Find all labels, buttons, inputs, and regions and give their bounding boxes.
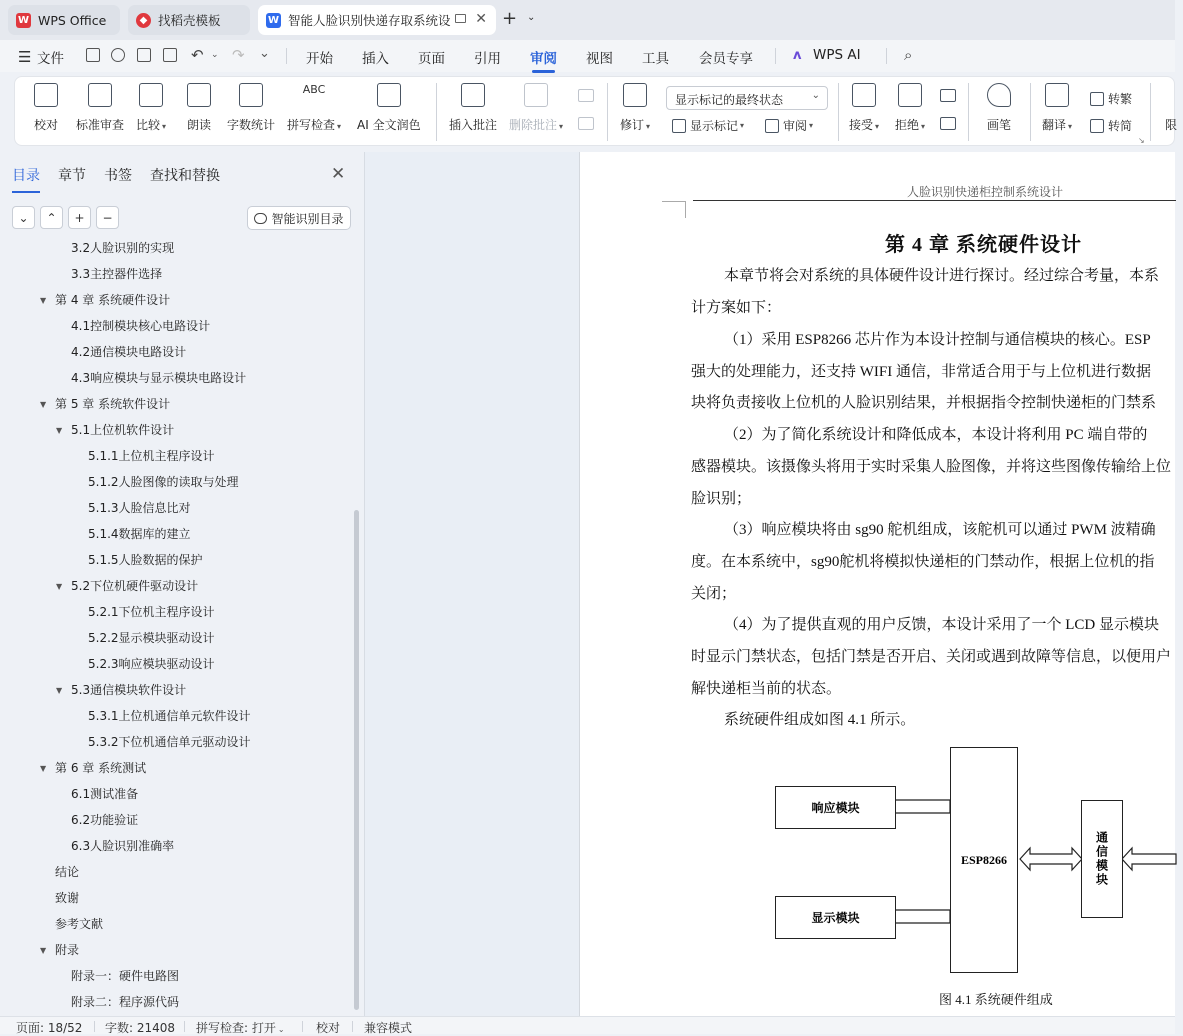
collapse-chevron-icon[interactable]: ⌄ [12,206,35,229]
toc-item-label: 6.1测试准备 [71,787,139,801]
title-bar [0,0,1175,40]
toc-item[interactable] [71,319,210,333]
standard-review-button[interactable] [76,83,124,133]
nav-scrollbar[interactable] [354,510,359,1010]
margin-corner-mark [685,201,686,218]
body-line: 系统硬件组成如图 4.1 所示。 [724,712,916,728]
search-icon[interactable]: ⌕ [904,46,913,64]
prev-change-icon[interactable] [940,89,956,102]
toc-item[interactable] [88,527,191,541]
toc-item[interactable] [71,267,162,281]
prev-comment-icon[interactable] [578,89,594,102]
expand-chevron-icon[interactable]: ⌃ [40,206,63,229]
toc-item[interactable] [40,293,171,307]
menu-tools[interactable]: 工具 [642,51,669,67]
menu-page[interactable]: 页面 [418,51,445,67]
body-line: 块将负责接收上位机的人脸识别结果，并根据指令控制快递柜的门禁系 [691,395,1157,411]
restrict-button[interactable] [1159,83,1183,133]
divider [302,1021,303,1032]
toc-item[interactable] [88,475,239,489]
toc-item-label: 第 5 章 系统软件设计 [55,397,171,411]
show-markup-button[interactable]: 显示标记 ▾ [672,117,744,134]
translate-button[interactable] [1042,83,1072,133]
tab-label: WPS Office [38,12,107,28]
menu-insert[interactable]: 插入 [362,51,389,67]
pen-icon [987,83,1011,107]
expand-ribbon-icon[interactable]: ↘ [1138,136,1145,145]
restrict-icon [1159,83,1183,107]
toc-item[interactable] [71,995,179,1009]
proof-icon [34,83,58,107]
add-heading-icon[interactable]: + [68,206,91,229]
tab-docer-templates[interactable] [128,5,250,35]
insert-comment-label: 插入批注 [449,118,498,132]
menu-bar [0,40,1175,72]
toc-item-label: 5.1上位机软件设计 [71,423,175,437]
expand-triangle-icon[interactable]: ▼ [56,426,63,435]
docer-icon: ◆ [136,13,151,28]
accept-icon [852,83,876,107]
spell-check-label: 拼写检查 ▾ [287,118,342,132]
reject-icon [898,83,922,107]
divider [1150,83,1151,141]
writer-doc-icon: W [267,14,280,26]
restrict-label: 限 [1164,118,1177,132]
undo-dropdown-icon[interactable]: ⌄ [211,50,219,60]
body-line: 本章节将会对系统的具体硬件设计进行探讨。经过综合考量，本系 [724,268,1160,284]
toc-item[interactable] [88,449,215,463]
proof-label: 校对 [34,118,59,132]
tab-wps-office[interactable] [8,5,120,35]
figure-caption: 图 4.1 系统硬件组成 [939,992,1053,1007]
toc-item-label: 致谢 [55,891,80,905]
toc-item-label: 3.2人脸识别的实现 [71,241,175,255]
toc-item-label: 5.1.4数据库的建立 [88,527,191,541]
translate-icon [1045,83,1069,107]
chevron-down-icon: ⌄ [811,90,820,101]
toc-item[interactable] [55,891,79,905]
toc-item[interactable] [71,241,174,255]
review-ribbon [14,76,1175,146]
next-comment-icon[interactable] [578,117,594,130]
toc-item[interactable] [88,631,215,645]
body-line: （2）为了简化系统设计和降低成本，本设计将利用 PC 端自带的 [724,427,1148,443]
toc-item-label: 5.3通信模块软件设计 [71,683,187,697]
arrow-to-response [892,791,950,822]
toc-item[interactable] [88,553,203,567]
toc-item[interactable] [71,839,174,853]
header-rule [693,200,1176,201]
toc-item-label: 3.3主控器件选择 [71,267,163,281]
new-tab-button[interactable]: + [502,8,518,29]
status-bar [0,1016,1175,1034]
chapter-title: 第 4 章 系统硬件设计 [885,234,1082,256]
spell-check-button[interactable] [287,83,341,133]
menu-member[interactable]: 会员专享 [699,51,753,67]
show-markup-icon [672,119,686,133]
document-page[interactable] [579,152,1175,1016]
expand-triangle-icon[interactable]: ▼ [40,764,47,773]
document-canvas-margin [364,152,579,1016]
toc-item-label: 5.3.2下位机通信单元驱动设计 [88,735,251,749]
toc-item[interactable] [71,787,138,801]
toc-item-label: 6.3人脸识别准确率 [71,839,175,853]
toc-item[interactable] [88,605,215,619]
pen-button[interactable] [987,83,1011,133]
toc-item-label: 5.1.3人脸信息比对 [88,501,191,515]
toc-item[interactable] [71,813,138,827]
print-preview-icon[interactable] [163,48,177,62]
menu-wps-ai[interactable]: WPS AI [813,47,861,63]
toc-item[interactable] [88,501,191,515]
standard-review-label: 标准审查 [76,118,125,132]
share-icon[interactable] [111,48,125,62]
pen-label: 画笔 [987,118,1012,132]
robot-icon [254,213,267,224]
esp8266-block: ESP8266 [950,747,1018,973]
menu-file[interactable]: 文件 [37,51,64,67]
close-icon[interactable]: ✕ [331,164,346,184]
nav-tab-find-replace[interactable]: 查找和替换 [150,168,220,184]
toc-item-label: 结论 [55,865,80,879]
ai-toc-button[interactable] [247,206,351,230]
ai-polish-icon [377,83,401,107]
margin-corner-mark [662,201,686,202]
toc-item-label: 6.2功能验证 [71,813,139,827]
spell-check-icon: ABC [302,83,326,96]
word-count-icon [239,83,263,107]
toc-item[interactable] [71,969,179,983]
simplified-icon [1090,119,1104,133]
toc-item[interactable] [56,579,199,593]
word-count-button[interactable] [227,83,275,133]
toc-item[interactable] [71,371,246,385]
menu-review[interactable]: 审阅 [530,47,557,67]
tab-label: 智能人脸识别快递存取系统设 [288,13,451,28]
nav-tab-toc[interactable]: 目录 [12,165,40,185]
delete-comment-icon [524,83,548,107]
compat-mode-indicator: 兼容模式 [364,1021,413,1035]
track-changes-icon [623,83,647,107]
toc-item-label: 5.2.3响应模块驱动设计 [88,657,215,671]
divider [436,83,437,141]
body-line: 解快递柜当前的状态。 [691,681,842,697]
nav-tab-bookmarks[interactable]: 书签 [104,168,132,184]
toc-item-label: 5.3.1上位机通信单元软件设计 [88,709,251,723]
close-tab-icon[interactable]: ✕ [475,11,487,27]
standard-review-icon [88,83,112,107]
toc-item[interactable] [40,397,171,411]
toc-item-label: 5.1.2人脸图像的读取与处理 [88,475,239,489]
monitor-icon[interactable] [455,14,466,23]
proof-button[interactable] [34,83,58,133]
toc-item-label: 附录 [55,943,80,957]
toc-item-label: 4.1控制模块核心电路设计 [71,319,211,333]
toc-item[interactable] [71,345,186,359]
body-line: 度。在本系统中，sg90舵机将模拟快递柜的门禁动作，根据上位机的指 [691,554,1155,570]
toc-item-label: 5.1.1上位机主程序设计 [88,449,215,463]
toc-item-label: 第 4 章 系统硬件设计 [55,293,171,307]
toc-item-label: 5.2.1下位机主程序设计 [88,605,215,619]
body-line: 感器模块。该摄像头将用于实时采集人脸图像，并将这些图像传输给上位 [691,459,1172,475]
ai-toc-label: 智能识别目录 [271,211,344,226]
expand-triangle-icon[interactable]: ▼ [40,400,47,409]
navigation-pane [0,152,363,1016]
toc-item-label: 4.2通信模块电路设计 [71,345,187,359]
body-line: 计方案如下： [691,300,782,316]
toc-item-label: 4.3响应模块与显示模块电路设计 [71,371,247,385]
read-aloud-button[interactable] [187,83,211,133]
ai-polish-button[interactable] [357,83,421,133]
divider [352,1021,353,1032]
toc-item-label: 参考文献 [55,917,104,931]
divider [968,83,969,141]
divider [607,83,608,141]
divider [775,48,776,64]
body-line: 脸识别； [691,491,752,507]
review-pane-button[interactable]: 审阅 ▾ [765,117,813,134]
accept-button[interactable] [849,83,879,133]
expand-triangle-icon[interactable]: ▼ [40,296,47,305]
toc-item[interactable] [40,943,80,957]
menu-start[interactable]: 开始 [306,51,333,67]
toc-item[interactable] [88,709,251,723]
reject-button[interactable] [895,83,925,133]
toc-item-label: 5.1.5人脸数据的保护 [88,553,203,567]
review-pane-icon [765,119,779,133]
save-icon[interactable] [86,48,100,62]
delete-comment-label: 删除批注 ▾ [509,118,564,132]
toc-item-label: 第 6 章 系统测试 [55,761,147,775]
word-count-indicator[interactable]: 字数: 21408 [105,1021,176,1035]
divider [886,48,887,64]
wps-logo-icon: W [17,14,30,26]
insert-comment-icon [461,83,485,107]
response-module-block: 响应模块 [775,786,896,829]
comm-module-block: 通信模块 [1081,800,1123,918]
nav-tab-sections[interactable]: 章节 [58,168,86,184]
to-traditional-button[interactable]: 转繁 [1090,90,1132,107]
toc-item[interactable] [56,423,175,437]
next-change-icon[interactable] [940,117,956,130]
body-line: （4）为了提供直观的用户反馈，本设计采用了一个 LCD 显示模块 [724,617,1160,633]
toc-item-label: 附录一：硬件电路图 [71,969,180,983]
compare-button[interactable] [136,83,166,133]
divider [838,83,839,141]
toc-item-label: 5.2.2显示模块驱动设计 [88,631,215,645]
word-count-label: 字数统计 [227,118,276,132]
to-simplified-button[interactable]: 转简 [1090,117,1132,134]
delete-comment-button[interactable] [509,83,563,133]
proof-indicator[interactable]: 校对 [316,1021,341,1035]
divider [286,48,287,64]
toc-item[interactable] [56,683,187,697]
toc-item-label: 附录二：程序源代码 [71,995,180,1009]
traditional-icon [1090,92,1104,106]
arrow-esp-comm [1020,848,1082,870]
toc-item[interactable] [40,761,147,775]
body-line: （1）采用 ESP8266 芯片作为本设计控制与通信模块的核心。ESP [724,332,1151,348]
menu-references[interactable]: 引用 [474,51,501,67]
compare-icon [139,83,163,107]
expand-triangle-icon[interactable]: ▼ [40,946,47,955]
divider [94,1021,95,1032]
redo-icon[interactable]: ↷ [232,46,245,64]
track-changes-label: 修订 ▾ [620,118,651,132]
display-module-block: 显示模块 [775,896,896,939]
expand-triangle-icon[interactable]: ▼ [56,686,63,695]
compare-label: 比较 ▾ [136,118,167,132]
expand-triangle-icon[interactable]: ▼ [56,582,63,591]
track-changes-button[interactable] [620,83,650,133]
hamburger-icon[interactable]: ☰ [18,48,32,66]
toc-list [0,238,352,1014]
page-header: 人脸识别快递柜控制系统设计 [907,185,1064,199]
markup-state-value: 显示标记的最终状态 [675,93,784,107]
more-chevron-icon[interactable]: ⌄ [259,46,270,61]
body-line: 时显示门禁状态，包括门禁是否开启、关闭或遇到故障等信息，以便用户 [691,649,1172,665]
divider [184,1021,185,1032]
menu-view[interactable]: 视图 [586,51,613,67]
toc-item[interactable] [55,865,79,879]
tab-current-document[interactable] [258,5,496,35]
body-line: 关闭； [691,586,737,602]
print-icon[interactable] [137,48,151,62]
spell-check-indicator[interactable]: 拼写检查: 打开 ⌄ [196,1021,285,1035]
toc-item[interactable] [88,735,251,749]
insert-comment-button[interactable] [449,83,497,133]
body-line: 强大的处理能力，还支持 WIFI 通信，非常适合用于与上位机进行数据 [691,364,1151,380]
chevron-down-icon[interactable]: ⌄ [527,12,536,23]
toc-item[interactable] [55,917,103,931]
read-aloud-icon [187,83,211,107]
arrow-to-display [892,901,950,932]
arrow-comm-pc [1122,848,1176,870]
toc-item[interactable] [88,657,215,671]
ai-polish-label: AI 全文润色 [357,118,421,132]
read-aloud-label: 朗读 [187,118,212,132]
remove-heading-icon[interactable]: − [96,206,119,229]
translate-label: 翻译 ▾ [1042,118,1073,132]
markup-state-select[interactable] [666,86,828,110]
wps-ai-icon: ᴧ [793,48,802,63]
toc-item-label: 5.2下位机硬件驱动设计 [71,579,199,593]
accept-label: 接受 ▾ [849,118,880,132]
body-line: （3）响应模块将由 sg90 舵机组成，该舵机可以通过 PWM 波精确 [724,522,1156,538]
reject-label: 拒绝 ▾ [895,118,926,132]
tab-label: 找稻壳模板 [158,13,221,28]
page-indicator[interactable]: 页面: 18/52 [16,1021,83,1035]
divider [1030,83,1031,141]
undo-icon[interactable]: ↶ [191,46,204,64]
